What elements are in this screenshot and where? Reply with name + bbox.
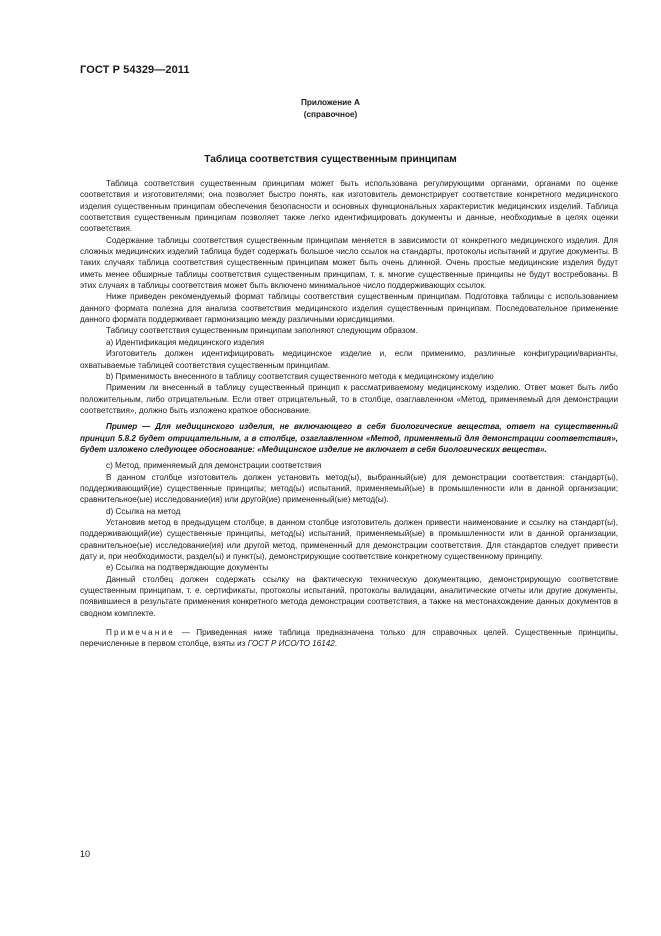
note-text: — Приведенная ниже таблица предназначена только для справочных целей. Существенные принципы, перечисленные в первом столбце, взяты из [80,628,618,649]
list-item-e-title: e) Ссылка на подтверждающие документы [106,563,269,573]
paragraph: Содержание таблицы соответствия существенным принципам меняется в зависимости от конкретного медицинского изделия. Для сложных медицинских изделий таблица будет содержать большое число ссылок на стандарты, протоколы испытаний и другие документы. В таких случаях таблица соответствия существенным принципам может быть очень длинной. Очень простые медицинские изделия будут иметь менее обширные таблицы соответствия существенным принципам, т. к. многие существенные принципы не будут востребованы. В этих случаях в таблицы соответствия может быть включено минимальное число поддерживающих ссылок. [80,235,618,291]
list-item-a-title: а) Идентификация медицинского изделия [106,337,265,347]
document-header: ГОСТ Р 54329—2011 [80,64,190,76]
list-item-d-title: d) Ссылка на метод [106,506,181,516]
paragraph: Таблица соответствия существенным принципам может быть использована регулирующими органами, органами по оценке соответствия и изготовителями; она позволяет быстро понять, как изготовитель демонстрирует соответствие конкретного медицинского изделия существенным принципам обеспечения безопасности и основных функциональных характеристик медицинских изделий. Таблица соответствия существенным принципам позволяет также легко идентифицировать документы и данные, необходимые в целях оценки соответствия. [80,179,618,234]
annex-title: Приложение А [301,98,360,107]
note-text-end: . [334,639,338,649]
section-title: Таблица соответствия существенным принципам [204,154,457,165]
list-item-b-title: b) Применимость внесенного в таблицу соответствия существенного метода к медицинскому изделию [106,371,494,381]
note-paragraph [80,627,618,650]
paragraph: Применим ли внесенный в таблицу существенный принцип к рассматриваемому медицинскому изделию. Ответ может быть либо положительным, либо отрицательным. Если ответ отрицательный, то в столбце, озаглавленном «Метод, применяемый для демонстрации соответствия», должно быть изложено краткое обоснование. [80,383,618,415]
paragraph: Таблицу соответствия существенным принципам заполняют следующим образом. [106,326,418,336]
note-label: Примечание [106,628,176,638]
annex-subtitle: (справочное) [303,110,358,119]
document-body [80,178,618,650]
paragraph: Установив метод в предыдущем столбце, в данном столбце изготовитель должен привести наименование и ссылку на стандарт(ы), поддерживающий(ие) существенные принципы, метод(ы) испытаний, применяемый(ые) в промышленности или в данной организации, сравнительное(ые) исследование(ия) или другой метод, примененный для демонстрации соответствия. Для стандартов следует привести дату и, при необходимости, раздел(ы) и пункт(ы), демонстрирующие соответствие конкретному существенному принципу. [80,517,618,561]
list-item-c-title: c) Метод, применяемый для демонстрации соответствия [106,461,322,471]
page-number: 10 [80,849,91,859]
note-reference: ГОСТ Р ИСО/ТО 16142 [247,639,335,649]
paragraph: Изготовитель должен идентифицировать медицинское изделие и, если применимо, различные конфигурации/варианты, охватываемые таблицей соответствия существенным принципам. [80,349,618,370]
paragraph: Ниже приведен рекомендуемый формат таблицы соответствия существенным принципам. Подготовка таблицы с использованием данного формата полезна для анализа соответствия медицинского изделия существенным принципам. Последовательное применение данного формата поддерживает гармонизацию между различными юрисдикциями. [80,292,618,325]
example-paragraph: Пример — Для медицинского изделия, не включающего в себя биологические вещества, ответ на существенный принцип 5.8.2 будет отрицательным, а в столбце, озаглавленном «Метод, применяемый для демонстрации соответствия», будет изложено следующее обоснование: «Медицинское изделие не включает в себя биологических веществ». [80,422,618,454]
paragraph: В данном столбце изготовитель должен установить метод(ы), выбранный(ые) для демонстрации соответствия: стандарт(ы), поддерживающий(ие) существенные принципы; метод(ы) испытаний, применяемый(ые) в промышленности или в данной организации; сравнительное(ые) исследование(ия) или другой(ие) примененный(ые) метод(ы). [80,472,618,505]
paragraph: Данный столбец должен содержать ссылку на фактическую техническую документацию, демонстрирующую соответствие существенным принципам, т. е. сертификаты, протоколы испытаний, протоколы валидации, аналитические отчеты или другие документы, появившиеся в результате применения конкретного метода демонстрации соответствия, а также на местонахождение данных документов в сводном комплекте. [80,574,618,618]
